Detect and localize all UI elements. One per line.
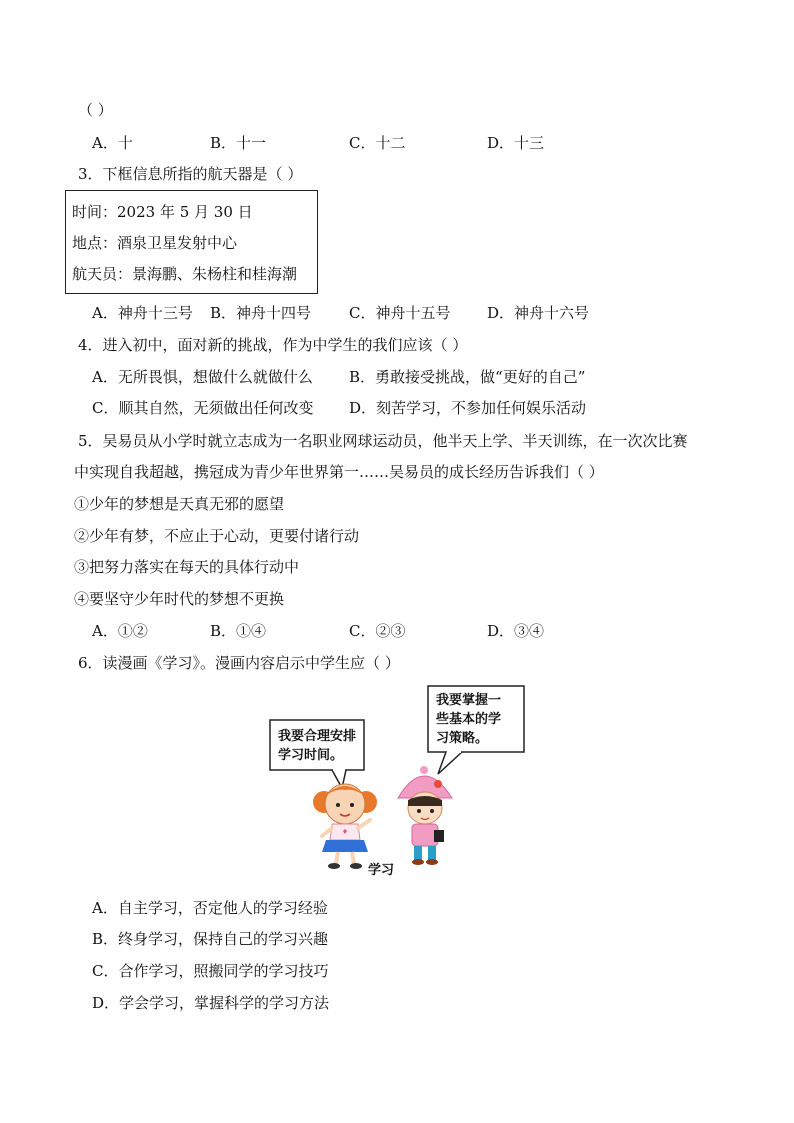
q5-statement-2: ②少年有梦，不应止于心动，更要付诸行动 [74,527,360,545]
speech-bubble-left [270,720,364,788]
q3-box-place: 地点：酒泉卫星发射中心 [72,234,238,252]
q2-option-c[interactable]: C．十二 [349,134,406,152]
q4-option-d[interactable]: D．刻苦学习，不参加任何娱乐活动 [349,399,587,417]
q6-option-b[interactable]: B．终身学习，保持自己的学习兴趣 [92,930,329,948]
q5-stem-line2: 中实现自我超越，携冠成为青少年世界第一……吴易员的成长经历告诉我们（ ） [74,463,604,481]
q5-statement-3: ③把努力落实在每天的具体行动中 [74,558,300,576]
q6-option-d[interactable]: D．学会学习，掌握科学的学习方法 [92,994,330,1012]
q3-box-time: 时间：2023 年 5 月 30 日 [72,203,253,221]
q4-stem: 4．进入初中，面对新的挑战，作为中学生的我们应该（ ） [78,336,468,354]
speech-bubble-right [428,686,524,774]
q5-stem-line1: 5．吴易员从小学时就立志成为一名职业网球运动员，他半天上学、半天训练，在一次次比赛 [78,432,688,450]
comic-caption: 学习 [368,863,395,878]
q2-option-b[interactable]: B．十一 [210,134,267,152]
q3-option-b[interactable]: B．神舟十四号 [210,304,312,322]
bubble-left-line2: 学习时间。 [278,748,344,763]
comic-illustration [262,684,534,880]
girl-right-figure [398,766,452,865]
q3-stem: 3．下框信息所指的航天器是（ ） [78,165,303,183]
q5-option-a[interactable]: A．①② [92,622,148,640]
q5-option-c[interactable]: C．②③ [349,622,406,640]
q3-option-a[interactable]: A．神舟十三号 [92,304,193,322]
bubble-right-line2: 些基本的学 [436,712,502,727]
q6-stem: 6．读漫画《学习》。漫画内容启示中学生应（ ） [78,654,400,672]
q5-statement-1: ①少年的梦想是天真无邪的愿望 [74,495,285,513]
q5-option-d[interactable]: D．③④ [487,622,545,640]
q3-info-box [65,190,318,294]
q2-option-a[interactable]: A．十 [92,134,133,152]
q6-option-a[interactable]: A．自主学习，否定他人的学习经验 [92,899,328,917]
q4-option-a[interactable]: A．无所畏惧，想做什么就做什么 [92,368,313,386]
q3-option-c[interactable]: C．神舟十五号 [349,304,451,322]
q5-option-b[interactable]: B．①④ [210,622,267,640]
girl-left-figure [313,784,377,869]
q3-box-crew: 航天员：景海鹏、朱杨柱和桂海潮 [72,265,298,283]
q2-stem-tail: （ ） [78,101,113,119]
q6-option-c[interactable]: C．合作学习，照搬同学的学习技巧 [92,962,329,980]
q5-statement-4: ④要坚守少年时代的梦想不更换 [74,590,285,608]
q4-option-b[interactable]: B．勇敢接受挑战，做“更好的自己” [349,368,586,386]
bubble-right-line1: 我要掌握一 [436,693,502,708]
q4-option-c[interactable]: C．顺其自然，无须做出任何改变 [92,399,314,417]
q3-option-d[interactable]: D．神舟十六号 [487,304,590,322]
bubble-left-line1: 我要合理安排 [278,729,357,744]
bubble-right-line3: 习策略。 [436,731,489,746]
q2-option-d[interactable]: D．十三 [487,134,545,152]
